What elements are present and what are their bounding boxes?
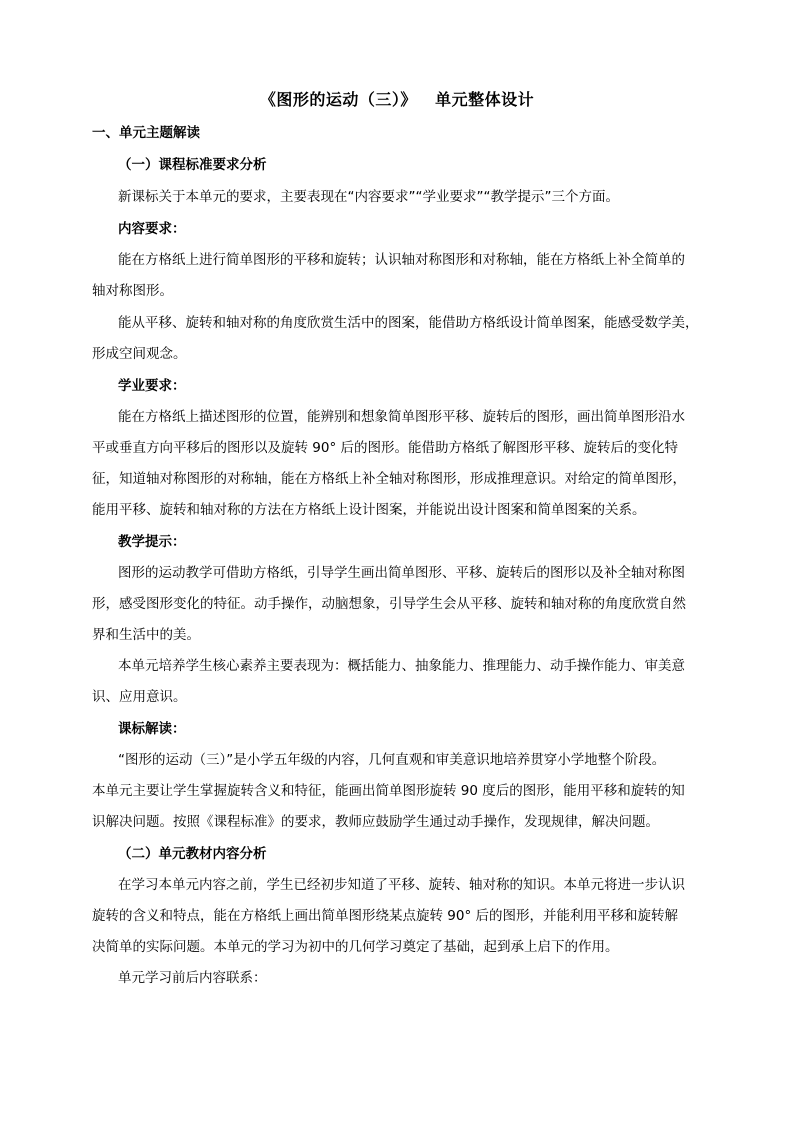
- paragraph-teaching-line-1: 图形的运动教学可借助方格纸，引导学生画出简单图形、平移、旋转后的图形以及补全轴对称图: [118, 565, 685, 581]
- paragraph-content-req2-line-1: 能从平移、旋转和轴对称的角度欣赏生活中的图案，能借助方格纸设计简单图案，能感受数学美，: [118, 315, 699, 331]
- paragraph-content-req-line-1: 能在方格纸上进行简单图形的平移和旋转；认识轴对称图形和对称轴，能在方格纸上补全简单的: [118, 252, 685, 268]
- label-academic-requirements: 学业要求：: [118, 378, 186, 394]
- paragraph-academic-line-4: 能用平移、旋转和轴对称的方法在方格纸上设计图案，并能说出设计图案和简单图案的关系。: [92, 502, 646, 518]
- label-teaching-tips: 教学提示：: [118, 534, 186, 550]
- paragraph-material-line-1: 在学习本单元内容之前，学生已经初步知道了平移、旋转、轴对称的知识。本单元将进一步认识: [118, 877, 685, 893]
- paragraph-academic-line-2: 平或垂直方向平移后的图形以及旋转 90° 后的图形。能借助方格纸了解图形平移、旋转后的变化特: [92, 440, 679, 456]
- paragraph-core-literacy-line-2: 识、应用意识。: [92, 689, 187, 705]
- paragraph-interpretation-line-3: 识解决问题。按照《课程标准》的要求，教师应鼓励学生通过动手操作，发现规律，解决问题。: [92, 814, 659, 830]
- subsection-heading-material-analysis: （二）单元教材内容分析: [118, 846, 267, 862]
- subsection-heading-curriculum-standard: （一）课程标准要求分析: [118, 157, 267, 173]
- paragraph-academic-line-1: 能在方格纸上描述图形的位置，能辨别和想象简单图形平移、旋转后的图形，画出简单图形沿水: [118, 409, 685, 425]
- paragraph-content-req2-line-2: 形成空间观念。: [92, 346, 187, 362]
- paragraph-teaching-line-2: 形，感受图形变化的特征。动手操作，动脑想象，引导学生会从平移、旋转和轴对称的角度欣赏自然: [92, 596, 686, 612]
- paragraph-interpretation-line-2: 本单元主要让学生掌握旋转含义和特征，能画出简单图形旋转 90 度后的图形，能用平移和旋转的知: [92, 783, 685, 799]
- paragraph-content-req-line-2: 轴对称图形。: [92, 283, 173, 299]
- section-heading-unit-theme: 一、单元主题解读: [92, 125, 200, 141]
- paragraph-core-literacy-line-1: 本单元培养学生核心素养主要表现为：概括能力、抽象能力、推理能力、动手操作能力、审美意: [118, 658, 685, 674]
- document-title: 《图形的运动（三）》 单元整体设计: [259, 90, 535, 109]
- paragraph-unit-relations: 单元学习前后内容联系：: [118, 970, 267, 986]
- label-standard-interpretation: 课标解读：: [118, 721, 186, 737]
- label-content-requirements: 内容要求：: [118, 221, 186, 237]
- paragraph-teaching-line-3: 界和生活中的美。: [92, 627, 200, 643]
- paragraph-interpretation-line-1: “图形的运动（三）”是小学五年级的内容，几何直观和审美意识地培养贯穿小学地整个阶段。: [118, 752, 666, 768]
- paragraph-intro: 新课标关于本单元的要求，主要表现在“内容要求”“学业要求”“教学提示”三个方面。: [118, 189, 619, 205]
- paragraph-material-line-3: 决简单的实际问题。本单元的学习为初中的几何学习奠定了基础，起到承上启下的作用。: [92, 939, 619, 955]
- paragraph-academic-line-3: 征，知道轴对称图形的对称轴，能在方格纸上补全轴对称图形，形成推理意识。对给定的简单图形，: [92, 471, 686, 487]
- paragraph-material-line-2: 旋转的含义和特点，能在方格纸上画出简单图形绕某点旋转 90° 后的图形，并能利用平移和旋转解: [92, 908, 679, 924]
